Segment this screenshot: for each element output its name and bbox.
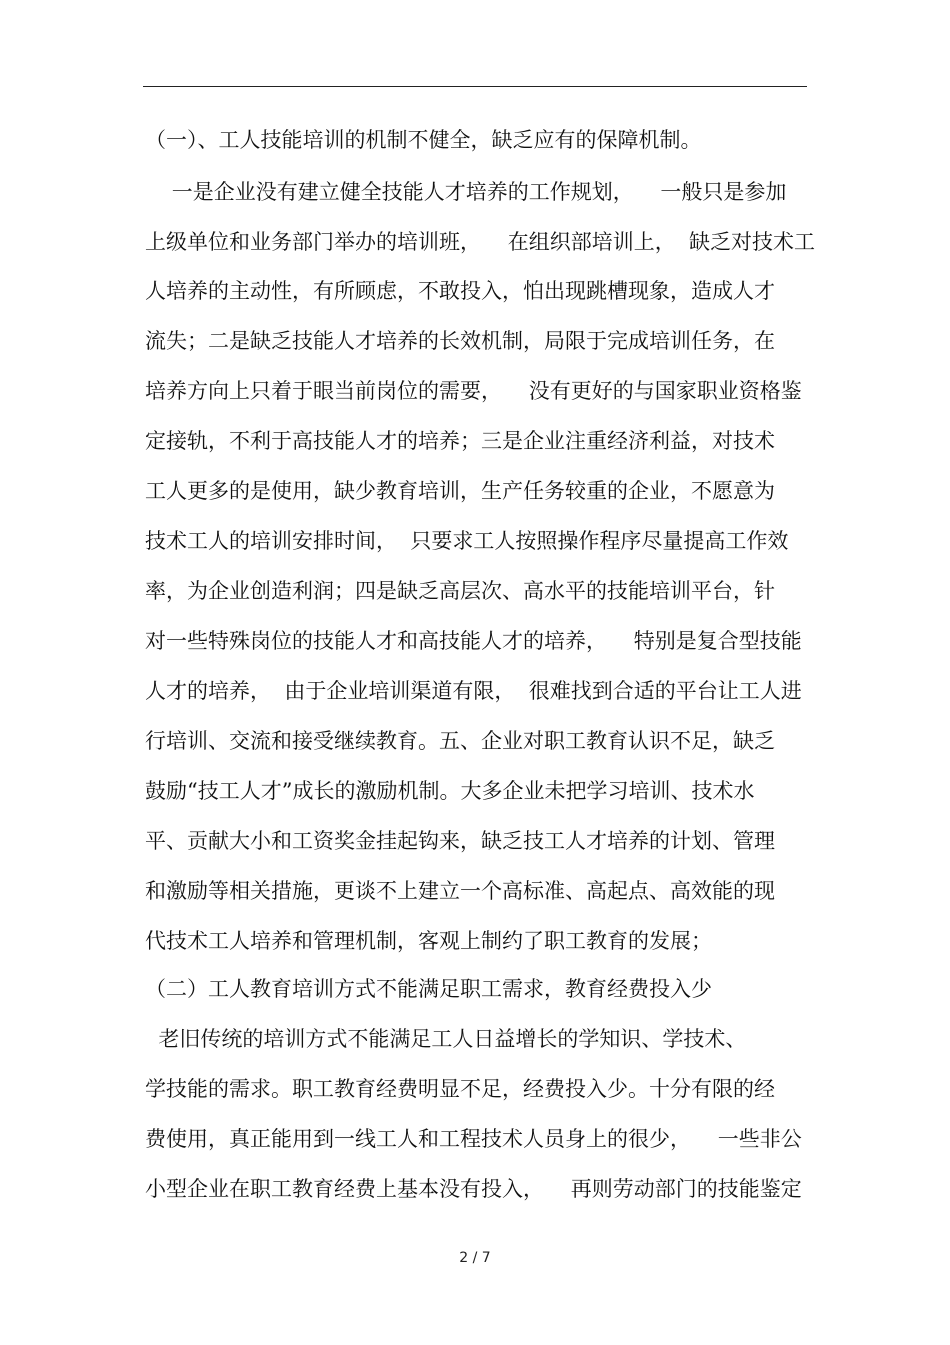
paragraph-line: 流失；二是缺乏技能人才培养的长效机制，局限于完成培训任务，在 (145, 329, 775, 353)
paragraph-line: 人培养的主动性，有所顾虑，不敢投入，怕出现跳槽现象，造成人才 (145, 279, 775, 303)
paragraph-line: 老旧传统的培训方式不能满足工人日益增长的学知识、学技术、 (145, 1027, 747, 1051)
paragraph-line: 培养方向上只着于眼当前岗位的需要， 没有更好的与国家职业资格鉴 (145, 379, 802, 403)
paragraph-line: 和激励等相关措施，更谈不上建立一个高标准、高起点、高效能的现 (145, 879, 775, 903)
paragraph-line: 定接轨，不利于高技能人才的培养；三是企业注重经济利益，对技术 (145, 429, 775, 453)
paragraph-line: 行培训、交流和接受继续教育。五、企业对职工教育认识不足，缺乏 (145, 729, 775, 753)
paragraph-line: 工人更多的是使用，缺少教育培训，生产任务较重的企业，不愿意为 (145, 479, 775, 503)
page-number: 2 / 7 (459, 1250, 491, 1266)
paragraph-line: 一是企业没有建立健全技能人才培养的工作规划， 一般只是参加 (145, 180, 787, 204)
paragraph-line: 率，为企业创造利润；四是缺乏高层次、高水平的技能培训平台，针 (145, 579, 775, 603)
paragraph-line: 鼓励“技工人才”成长的激励机制。大多企业未把学习培训、技术水 (145, 779, 755, 803)
paragraph-line: 平、贡献大小和工资奖金挂起钩来，缺乏技工人才培养的计划、管理 (145, 829, 775, 853)
header-rule (143, 86, 807, 87)
paragraph-line: 技术工人的培训安排时间， 只要求工人按照操作程序尽量提高工作效 (145, 529, 789, 553)
heading-line: （一）、工人技能培训的机制不健全，缺乏应有的保障机制。 (145, 128, 702, 152)
paragraph-line: 人才的培养， 由于企业培训渠道有限， 很难找到合适的平台让工人进 (145, 679, 802, 703)
paragraph-line: 上级单位和业务部门举办的培训班， 在组织部培训上， 缺乏对技术工 (145, 230, 816, 254)
heading-line: （二）工人教育培训方式不能满足职工需求，教育经费投入少 (145, 977, 712, 1001)
paragraph-line: 学技能的需求。职工教育经费明显不足，经费投入少。十分有限的经 (145, 1077, 775, 1101)
paragraph-line: 对一些特殊岗位的技能人才和高技能人才的培养， 特别是复合型技能 (145, 629, 802, 653)
paragraph-line: 费使用，真正能用到一线工人和工程技术人员身上的很少， 一些非公 (145, 1127, 802, 1151)
paragraph-line: 代技术工人培养和管理机制，客观上制约了职工教育的发展； (145, 929, 712, 953)
paragraph-line: 小型企业在职工教育经费上基本没有投入， 再则劳动部门的技能鉴定 (145, 1177, 802, 1201)
